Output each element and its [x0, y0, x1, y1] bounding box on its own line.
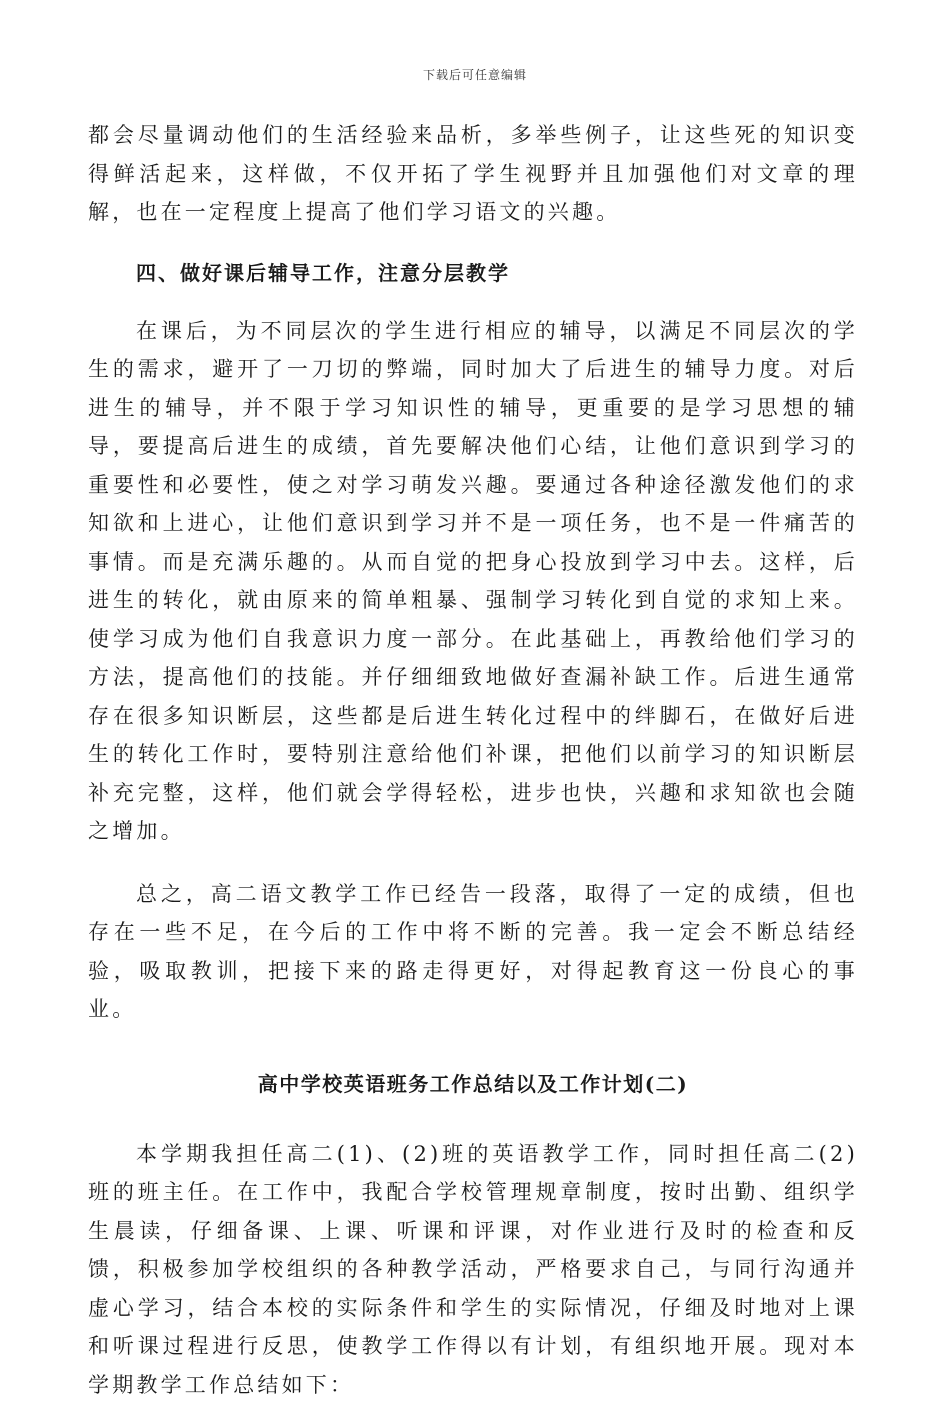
paragraph-after-class-tutoring: 在课后，为不同层次的学生进行相应的辅导，以满足不同层次的学生的需求，避开了一刀切的弊端，同时加大了后进生的辅导力度。对后进生的辅导，并不限于学习知识性的辅导，更重要的是学习思想的辅导，要提高后进生的成绩，首先要解决他们心结，让他们意识到学习的重要性和必要性，使之对学习萌发兴趣。要通过各种途径激发他们的求知欲和上进心，让他们意识到学习并不是一项任务，也不是一件痛苦的事情。而是充满乐趣的。从而自觉的把身心投放到学习中去。这样，后进生的转化，就由原来的简单粗暴、强制学习转化到自觉的求知上来。使学习成为他们自我意识力度一部分。在此基础上，再教给他们学习的方法，提高他们的技能。并仔细细致地做好查漏补缺工作。后进生通常存在很多知识断层，这些都是后进生转化过程中的绊脚石，在做好后进生的转化工作时，要特别注意给他们补课，把他们以前学习的知识断层补充完整，这样，他们就会学得轻松，进步也快，兴趣和求知欲也会随之增加。	[88, 312, 858, 851]
page-header: 下载后可任意编辑	[0, 66, 950, 83]
paragraph-english-teaching-intro: 本学期我担任高二(1)、(2)班的英语教学工作，同时担任高二(2)班的班主任。在工作中，我配合学校管理规章制度，按时出勤、组织学生晨读，仔细备课、上课、听课和评课，对作业进行及时的检查和反馈，积极参加学校组织的各种教学活动，严格要求自己，与同行沟通并虚心学习，结合本校的实际条件和学生的实际情况，仔细及时地对上课和听课过程进行反思，使教学工作得以有计划，有组织地开展。现对本学期教学工作总结如下：	[88, 1135, 858, 1404]
section-heading-4: 四、做好课后辅导工作，注意分层教学	[88, 258, 858, 288]
document-title-part-2: 高中学校英语班务工作总结以及工作计划(二)	[88, 1069, 858, 1099]
paragraph-conclusion: 总之，高二语文教学工作已经告一段落，取得了一定的成绩，但也存在一些不足，在今后的工作中将不断的完善。我一定会不断总结经验，吸取教训，把接下来的路走得更好，对得起教育这一份良心的事业。	[88, 875, 858, 1029]
paragraph-continuation: 都会尽量调动他们的生活经验来品析，多举些例子，让这些死的知识变得鲜活起来，这样做，不仅开拓了学生视野并且加强他们对文章的理解，也在一定程度上提高了他们学习语文的兴趣。	[88, 116, 858, 232]
document-body	[88, 116, 858, 1404]
